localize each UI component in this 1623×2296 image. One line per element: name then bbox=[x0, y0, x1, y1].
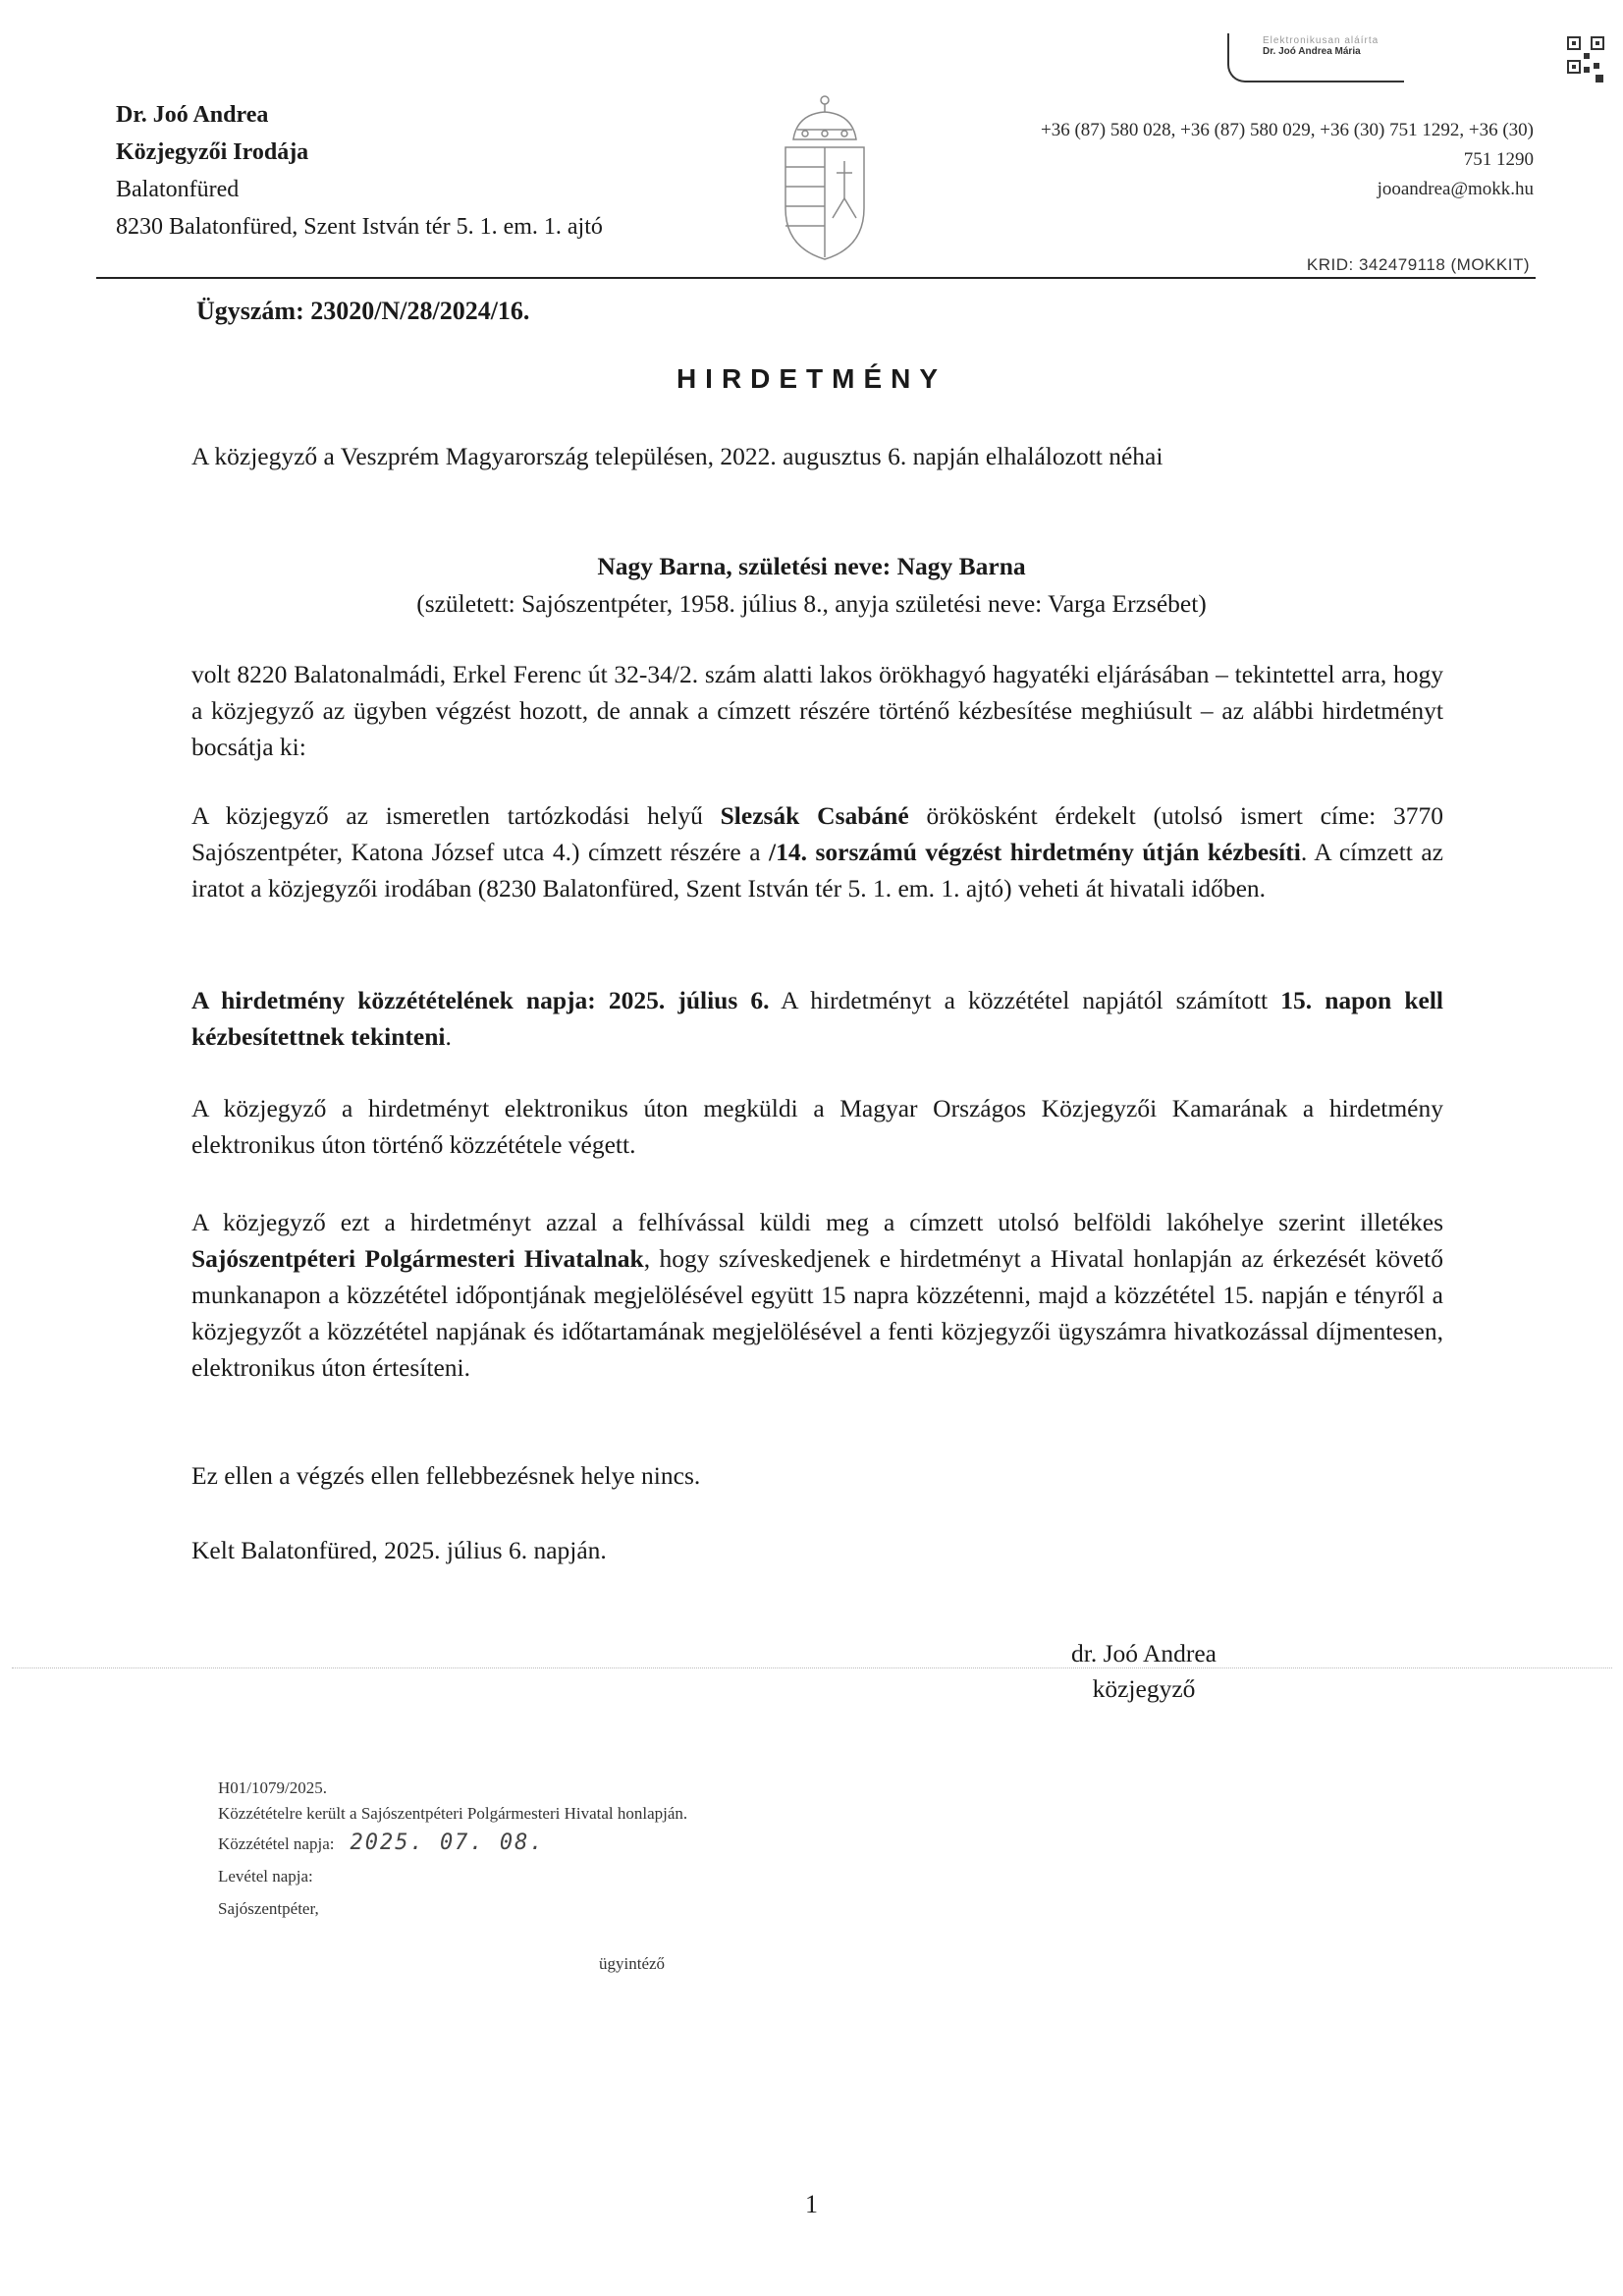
p4-text-d: . bbox=[445, 1022, 452, 1051]
paragraph-chamber: A közjegyző a hirdetményt elektronikus úton megküldi a Magyar Országos Közjegyzői Kamarának a hirdetmény elektronikus úton történő közzététele végett. bbox=[191, 1094, 1443, 1159]
contact-info bbox=[913, 116, 1534, 204]
hungarian-coat-of-arms-icon bbox=[776, 90, 874, 265]
phone-numbers: +36 (87) 580 028, +36 (87) 580 029, +36 (30) 751 1292, +36 (30) bbox=[1041, 120, 1534, 140]
recipient-name: Slezsák Csabáné bbox=[720, 801, 909, 830]
office-city: Balatonfüred bbox=[116, 177, 240, 202]
publication-stamp bbox=[218, 1776, 905, 1925]
signer-role: közjegyző bbox=[1092, 1674, 1196, 1703]
page-number: 1 bbox=[805, 2190, 818, 2218]
publication-date: A hirdetmény közzétételének napja: 2025. július 6. bbox=[191, 986, 770, 1014]
scan-line bbox=[12, 1667, 1612, 1668]
clerk-label: ügyintéző bbox=[599, 1954, 666, 1973]
paragraph-publication-date bbox=[191, 982, 1443, 1055]
handwritten-publication-date: 2025. 07. 08. bbox=[350, 1831, 545, 1855]
paragraph-residence: volt 8220 Balatonalmádi, Erkel Ferenc út 32-34/2. szám alatti lakos örökhagyó hagyatéki eljárásában – tekintettel arra, hogy a közjegyző az ügyben végzést hozott, de annak a címzett részére történő kézbesítése meghiúsult – az alábbi hirdetményt bocsátja ki: bbox=[191, 660, 1443, 761]
signature-block bbox=[1021, 1636, 1267, 1707]
phone-numbers-cont: 751 1290 bbox=[1463, 149, 1534, 170]
office-header bbox=[116, 96, 725, 246]
stamp-publication-label: Közzététel napja: bbox=[218, 1834, 335, 1853]
p6-text-c: , hogy szíveskedjenek e hirdetményt a Hivatal honlapján az érkezését követő munkanapon a közzététel időpontjának megjelölésével együtt 15 napra közzétenni, majd a közzététel 15. napján e tényről a közjegyzőt a közzététel napjának és időtartamának megjelölésével a fenti közjegyzői ügyszámra hivatkozással díjmentesen, elektronikus úton értesíteni. bbox=[191, 1244, 1444, 1382]
paragraph-municipality bbox=[191, 1204, 1443, 1386]
stamp-removal-label: Levétel napja: bbox=[218, 1867, 313, 1886]
p3-text-e: . A címzett az iratot a közjegyzői irodában (8230 Balatonfüred, Szent István tér 5. 1. em. 1. ajtó) veheti át hivatali időben. bbox=[191, 838, 1443, 902]
signer-name: dr. Joó Andrea bbox=[1070, 1639, 1217, 1667]
stamp-reference: H01/1079/2025. bbox=[218, 1778, 327, 1797]
deceased-name: Nagy Barna, születési neve: Nagy Barna bbox=[597, 552, 1026, 580]
p4-text-b: A hirdetményt a közzététel napjától számított bbox=[769, 986, 1281, 1014]
paragraph-intro: A közjegyző a Veszprém Magyarország településen, 2022. augusztus 6. napján elhalálozott néhai bbox=[191, 442, 1163, 470]
paragraph-recipient bbox=[191, 797, 1443, 906]
stamp-line-1: Elektronikusan aláírta bbox=[1263, 35, 1380, 46]
case-number: Ügyszám: 23020/N/28/2024/16. bbox=[196, 297, 530, 325]
paragraph-date-place: Kelt Balatonfüred, 2025. július 6. napján. bbox=[191, 1536, 607, 1564]
deceased-birth-info: (született: Sajószentpéter, 1958. július 8., anyja születési neve: Varga Erzsébet) bbox=[416, 589, 1207, 618]
delivery-phrase: /14. sorszámú végzést hirdetmény útján kézbesíti bbox=[769, 838, 1301, 866]
stamp-place: Sajószentpéter, bbox=[218, 1899, 319, 1918]
notary-name: Dr. Joó Andrea bbox=[116, 102, 269, 128]
electronic-signature-stamp bbox=[1227, 33, 1404, 82]
office-name: Közjegyzői Irodája bbox=[116, 139, 309, 165]
municipality-name: Sajószentpéteri Polgármesteri Hivatalnak bbox=[191, 1244, 644, 1273]
office-address: 8230 Balatonfüred, Szent István tér 5. 1. em. 1. ajtó bbox=[116, 214, 603, 240]
p3-text-c: örökösként érdekelt (utolsó ismert címe: 3770 Sajószentpéter, Katona József utca 4.) címzett részére a bbox=[191, 801, 1443, 866]
document-title: HIRDETMÉNY bbox=[676, 363, 947, 394]
stamp-publication-row bbox=[218, 1827, 905, 1860]
delivery-deadline: 15. napon kell kézbesítettnek tekinteni bbox=[191, 986, 1444, 1051]
header-divider bbox=[96, 277, 1536, 279]
p6-text-a: A közjegyző ezt a hirdetményt azzal a felhívással küldi meg a címzett utolsó belföldi lakóhelye szerint illetékes bbox=[191, 1208, 1443, 1236]
qr-code-icon bbox=[1566, 35, 1607, 88]
p3-text-a: A közjegyző az ismeretlen tartózkodási helyű bbox=[191, 801, 721, 830]
stamp-line-2: Dr. Joó Andrea Mária bbox=[1263, 46, 1361, 57]
stamp-published-note: Közzétételre került a Sajószentpéteri Polgármesteri Hivatal honlapján. bbox=[218, 1804, 688, 1823]
email-address: jooandrea@mokk.hu bbox=[1377, 179, 1534, 199]
paragraph-no-appeal: Ez ellen a végzés ellen fellebbezésnek helye nincs. bbox=[191, 1461, 701, 1490]
krid-id: KRID: 342479118 (MOKKIT) bbox=[1306, 255, 1530, 274]
